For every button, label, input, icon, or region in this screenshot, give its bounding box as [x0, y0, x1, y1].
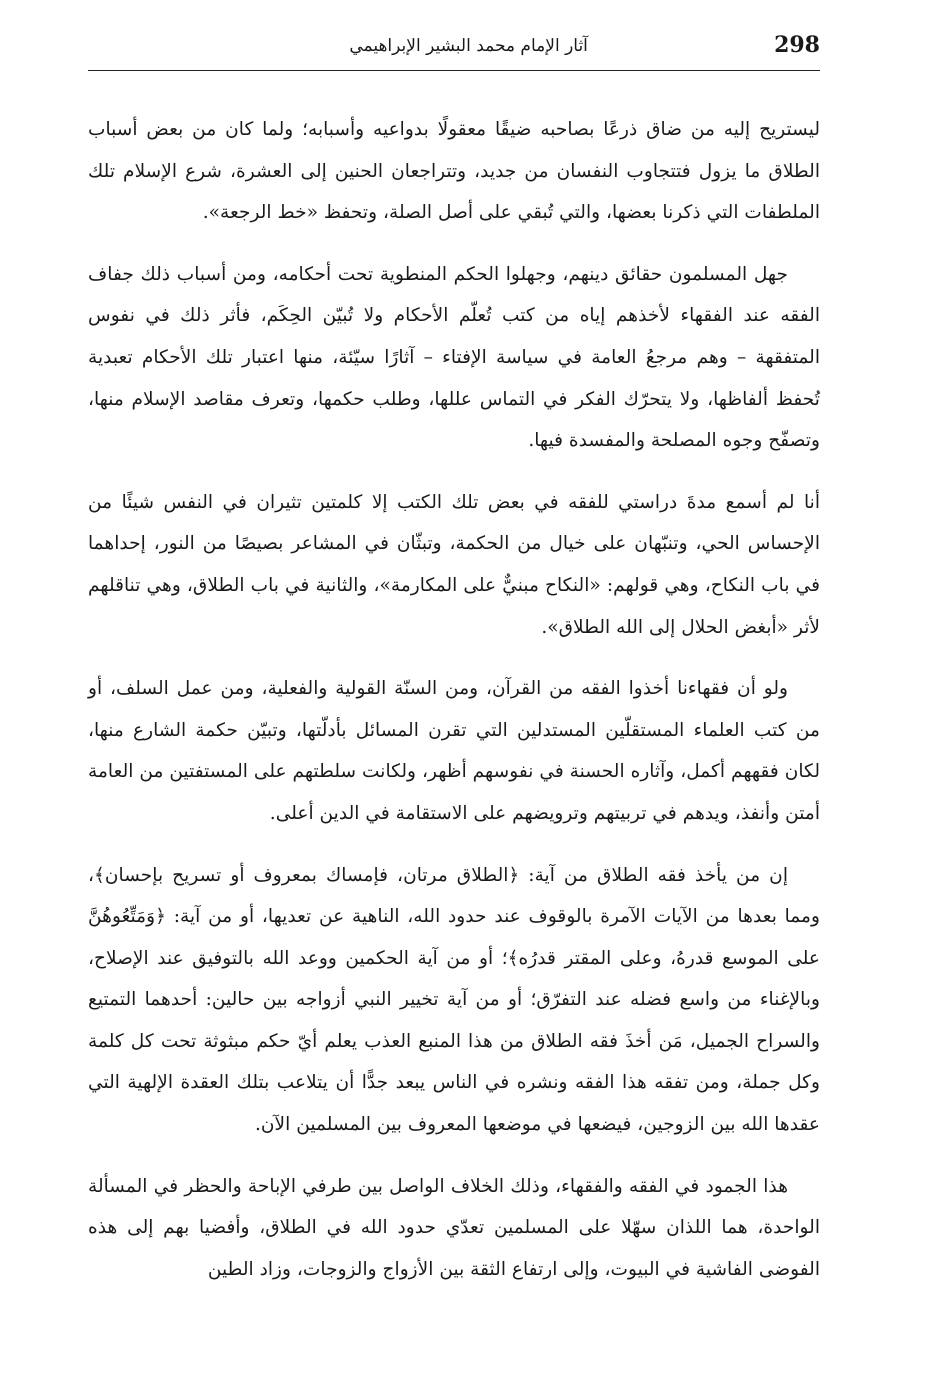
paragraph: إن من يأخذ فقه الطلاق من آية: ﴿الطلاق مرتان، فإمساك بمعروف أو تسريح بإحسان﴾، ومما بعدها من الآيات الآمرة بالوقوف عند حدود الله، الناهية عن تعديها، أو من آية: ﴿وَمَتِّعُوهُنَّ على الموسع قدرهُ، وعلى المقتر قدرُه﴾؛ أو من آية الحكمين ووعد الله بالتوفيق عند الإصلاح، وبالإغناء من واسع فضله عند التفرّق؛ أو من آية تخيير النبي أزواجه بين حالين: أحدهما التمتيع والسراح الجميل، مَن أخذَ فقه الطلاق من هذا المنبع العذب يعلم أيّ حكم مبثوثة تحت كل كلمة وكل جملة، ومن تفقه هذا الفقه ونشره في الناس يبعد جدًّا أن يتلاعب بتلك العقدة الإلهية التي عقدها الله بين الزوجين، فيضعها في موضعها المعروف بين المسلمين الآن. [88, 864, 820, 1136]
body-text [88, 109, 820, 1290]
paragraph: هذا الجمود في الفقه والفقهاء، وذلك الخلاف الواصل بين طرفي الإباحة والحظر في المسألة الواحدة، هما اللذان سهّلا على المسلمين تعدّي حدود الله في الطلاق، وأفضيا بهم إلى هذه الفوضى الفاشية في البيوت، وإلى ارتفاع الثقة بين الأزواج والزوجات، وزاد الطين [88, 1175, 820, 1280]
book-page [88, 22, 820, 1310]
paragraph: ولو أن فقهاءنا أخذوا الفقه من القرآن، ومن السنّة القولية والفعلية، ومن عمل السلف، أو من كتب العلماء المستقلّين المستدلين التي تقرن المسائل بأدلّتها، وتبيّن حكمة الشارع منها، لكان فقههم أكمل، وآثاره الحسنة في نفوسهم أظهر، ولكانت سلطتهم على المستفتين من العامة أمتن وأنفذ، ويدهم في تربيتهم وترويضهم على الاستقامة في الدين أعلى. [88, 678, 820, 824]
paragraph: جهل المسلمون حقائق دينهم، وجهلوا الحكم المنطوية تحت أحكامه، ومن أسباب ذلك جفاف الفقه عند الفقهاء لأخذهم إياه من كتب تُعلّم الأحكام ولا تُبيّن الحِكَم، فأثر ذلك في نفوس المتفقهة – وهم مرجعُ العامة في سياسة الإفتاء – آثارًا سيّئة، منها اعتبار تلك الأحكام تعبدية تُحفظ ألفاظها، ولا يتحرّك الفكر في التماس عللها، وطلب حكمها، وتعرف مقاصد الإسلام منها، وتصفّح وجوه المصلحة والمفسدة فيها. [88, 263, 820, 452]
paragraph: ليستريح إليه من ضاق ذرعًا بصاحبه ضيقًا معقولًا بدواعيه وأسبابه؛ ولما كان من بعض أسباب الطلاق ما يزول فتتجاوب النفسان من جديد، وتتراجعان الحنين إلى العشرة، شرع الإسلام تلك الملطفات التي ذكرنا بعضها، والتي تُبقي على أصل الصلة، وتحفظ «خط الرجعة». [88, 119, 820, 224]
page-header [88, 22, 820, 71]
page-number: 298 [774, 32, 820, 58]
running-title: آثار الإمام محمد البشير الإبراهيمي [349, 36, 588, 56]
paragraph: أنا لم أسمع مدةَ دراستي للفقه في بعض تلك الكتب إلا كلمتين تثيران في النفس شيئًا من الإحساس الحي، وتنبّهان على خيال من الحكمة، وتبثّان في المشاعر بصيصًا من النور، إحداهما في باب النكاح، وهي قولهم: «النكاح مبنيٌّ على المكارمة»، والثانية في باب الطلاق، وهي تناقلهم لأثر «أبغض الحلال إلى الله الطلاق». [88, 491, 820, 638]
